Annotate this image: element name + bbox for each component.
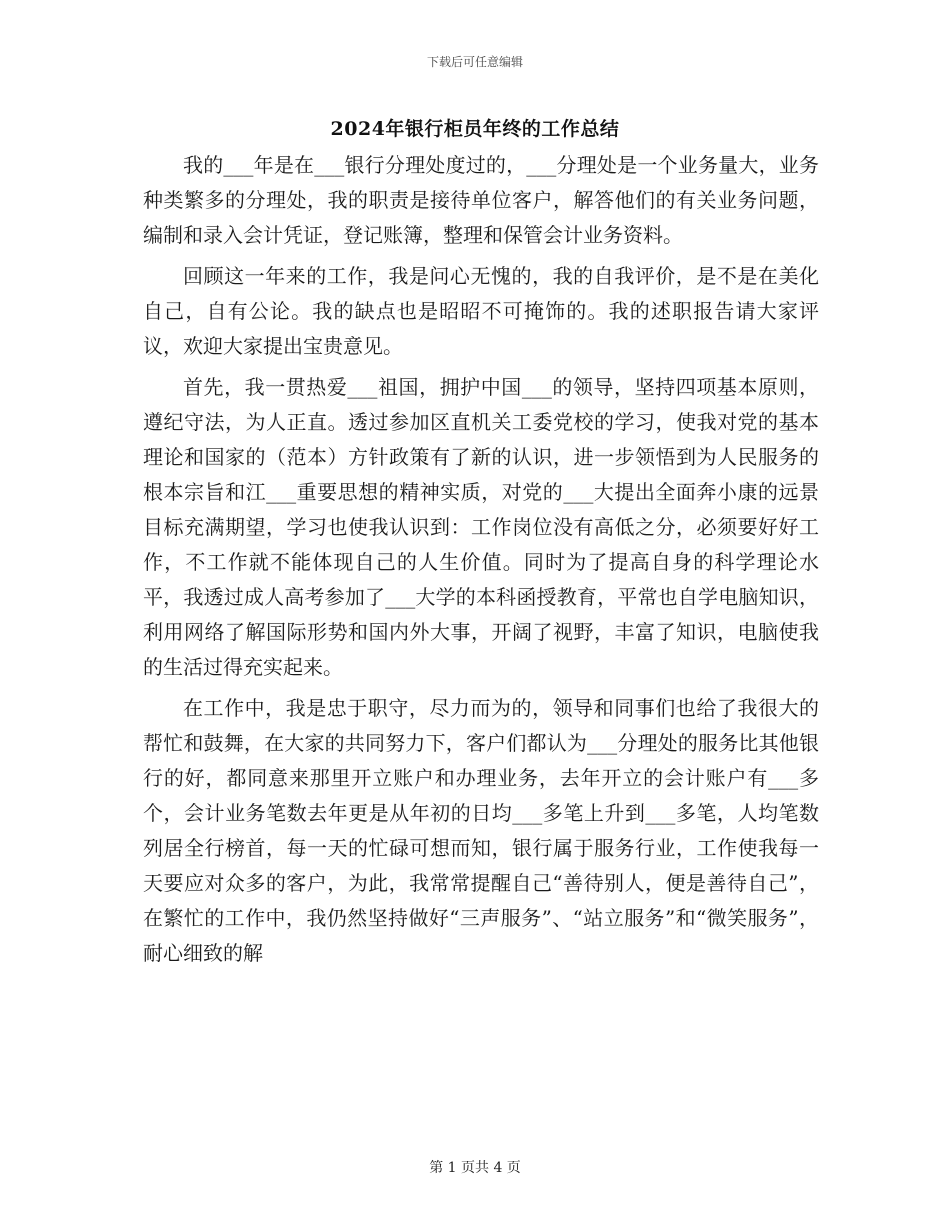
document-body [143,148,819,977]
paragraph: 在工作中，我是忠于职守，尽力而为的，领导和同事们也给了我很大的帮忙和鼓舞，在大家的共同努力下，客户们都认为___分理处的服务比其他银行的好，都同意来那里开立账户和办理业务，去年开立的会计账户有___多个，会计业务笔数去年更是从年初的日均___多笔上升到___多笔，人均笔数列居全行榜首，每一天的忙碌可想而知，银行属于服务行业，工作使我每一天要应对众多的客户，为此，我常常提醒自己“善待别人，便是善待自己”，在繁忙的工作中，我仍然坚持做好“三声服务”、“站立服务”和“微笑服务”，耐心细致的解 [143,696,819,965]
paragraph: 回顾这一年来的工作，我是问心无愧的，我的自我评价，是不是在美化自己，自有公论。我的缺点也是昭昭不可掩饰的。我的述职报告请大家评议，欢迎大家提出宝贵意见。 [143,264,819,358]
paragraph: 我的___年是在___银行分理处度过的，___分理处是一个业务量大，业务种类繁多的分理处，我的职责是接待单位客户，解答他们的有关业务问题，编制和录入会计凭证，登记账簿，整理和保管会计业务资料。 [143,153,819,247]
page-number: 第 1 页共 4 页 [429,1160,521,1176]
header-note: 下载后可任意编辑 [426,55,523,69]
document-title: 2024年银行柜员年终的工作总结 [330,118,620,140]
paragraph: 首先，我一贯热爱___祖国，拥护中国___的领导，坚持四项基本原则，遵纪守法，为人正直。透过参加区直机关工委党校的学习，使我对党的基本理论和国家的（范本）方针政策有了新的认识，进一步领悟到为人民服务的根本宗旨和江___重要思想的精神实质，对党的___大提出全面奔小康的远景目标充满期望，学习也使我认识到：工作岗位没有高低之分，必须要好好工作，不工作就不能体现自己的人生价值。同时为了提高自身的科学理论水平，我透过成人高考参加了___大学的本科函授教育，平常也自学电脑知识，利用网络了解国际形势和国内外大事，开阔了视野，丰富了知识，电脑使我的生活过得充实起来。 [143,375,819,679]
